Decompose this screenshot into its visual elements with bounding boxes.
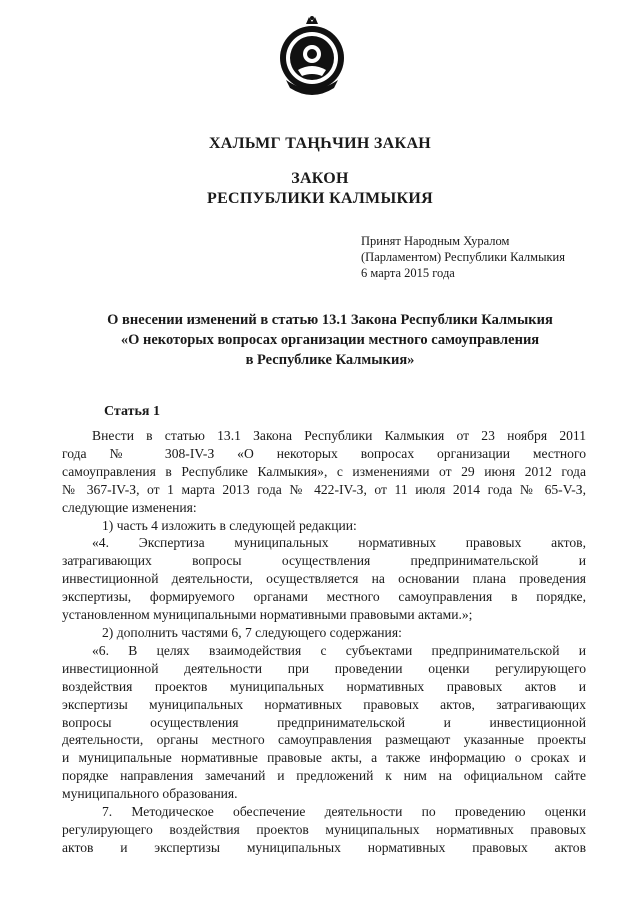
kalmyk-title: ХАЛЬМГ ТАҢҺЧИН ЗАКАН	[208, 135, 432, 152]
law-heading	[60, 310, 600, 370]
text-line: экспертизы, формируемого органами местного самоуправления в порядке,	[62, 589, 586, 605]
text-line: деятельности, органы местного самоуправления размещают указанные проекты	[62, 732, 586, 748]
adoption-line: Принят Народным Хуралом	[361, 234, 510, 248]
text-line: 7. Методическое обеспечение деятельности по проведению оценки	[102, 804, 586, 820]
text-line: инвестиционной деятельности при проведении оценки регулирующего	[62, 660, 586, 676]
text-line: следующие изменения:	[62, 499, 197, 515]
adoption-line: (Парламентом) Республики Калмыкия	[361, 250, 565, 264]
list-item: 2) дополнить частями 6, 7 следующего содержания:	[102, 624, 402, 640]
text-line: инвестиционной деятельности, осуществляется на основании плана проведения	[62, 571, 586, 587]
text-line: порядке направления замечаний и предложений к ним на официальном сайте	[62, 768, 586, 784]
text-line: муниципального образования.	[62, 786, 238, 802]
text-line: воздействия проектов муниципальных нормативных правовых актов и	[62, 678, 586, 694]
article-title: Статья 1	[104, 404, 160, 419]
text-line: года № 308-IV-З «О некоторых вопросах организации местного	[62, 445, 586, 461]
text-line: актов и экспертизы муниципальных нормативных правовых актов	[62, 839, 586, 855]
text-line: «4. Экспертиза муниципальных нормативных правовых актов,	[92, 535, 586, 551]
text-line: самоуправления в Республике Калмыкия», с изменениями от 29 июня 2012 года	[62, 463, 586, 479]
adoption-date: 6 марта 2015 года	[361, 266, 455, 280]
text-line: № 367-IV-З, от 1 марта 2013 года № 422-IV-З, от 11 июля 2014 года № 65-V-З,	[62, 481, 586, 497]
text-line: вопросы осуществления предпринимательской и инвестиционной	[62, 714, 586, 730]
coat-of-arms-icon	[276, 14, 348, 98]
heading-line: «О некоторых вопросах организации местного самоуправления	[120, 332, 540, 348]
text-line: «6. В целях взаимодействия с субъектами предпринимательской и	[92, 642, 586, 658]
heading-line: О внесении изменений в статью 13.1 Закона Республики Калмыкия	[107, 312, 553, 328]
article-body	[62, 427, 586, 857]
text-line: установленном муниципальными нормативными правовыми актами.»;	[62, 607, 473, 623]
republic-title: РЕСПУБЛИКИ КАЛМЫКИЯ	[207, 190, 433, 207]
text-line: регулирующего воздействия проектов муниципальных нормативных правовых	[62, 821, 586, 837]
text-line: и муниципальные нормативные правовые акты, а также информацию о сроках и	[62, 750, 586, 766]
text-line: затрагивающих вопросы осуществления предпринимательской и	[62, 553, 586, 569]
adoption-note	[361, 233, 601, 281]
heading-line: в Республике Калмыкия»	[245, 352, 415, 368]
text-line: Внести в статью 13.1 Закона Республики Калмыкия от 23 ноября 2011	[92, 428, 586, 443]
law-title: ЗАКОН	[291, 170, 349, 187]
list-item: 1) часть 4 изложить в следующей редакции:	[102, 517, 357, 533]
text-line: экспертизы муниципальных нормативных правовых актов, затрагивающих	[62, 696, 586, 712]
